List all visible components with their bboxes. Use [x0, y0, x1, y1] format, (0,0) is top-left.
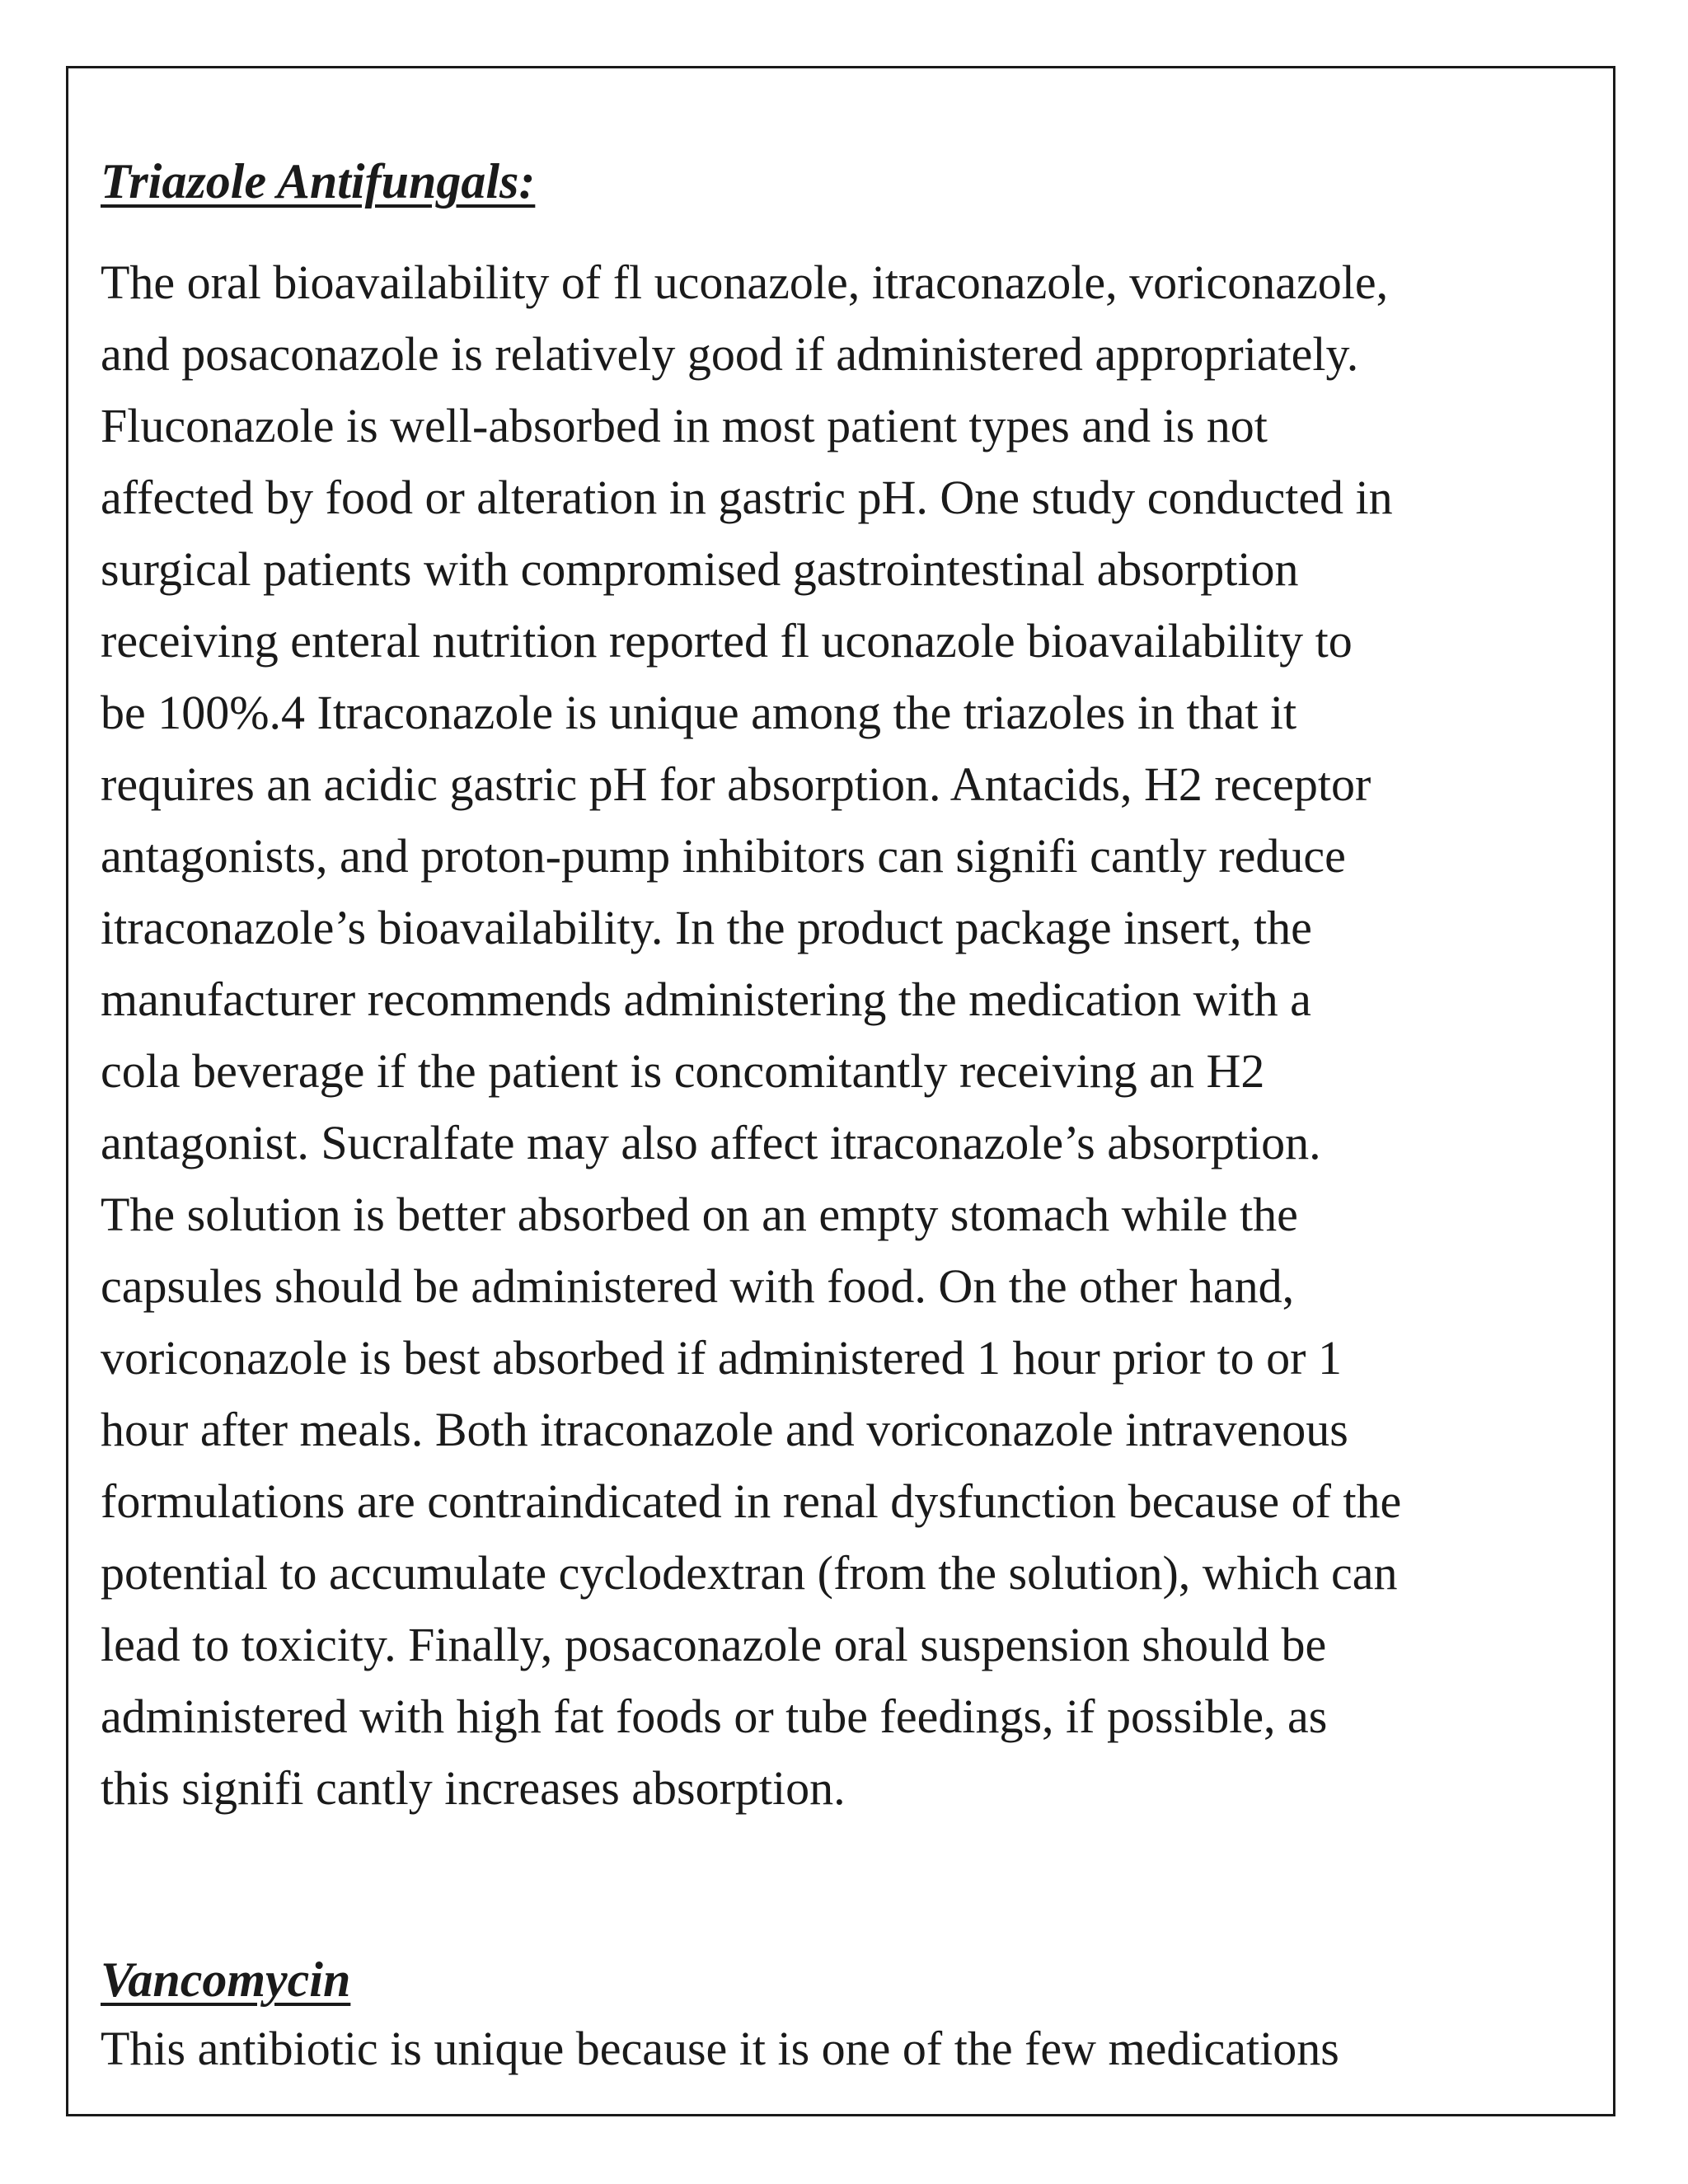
paragraph-line: The solution is better absorbed on an empty stomach while the	[101, 1188, 1298, 1241]
paragraph-line: This antibiotic is unique because it is one of the few medications	[101, 2022, 1339, 2075]
paragraph-line: potential to accumulate cyclodextran (from the solution), which can	[101, 1546, 1398, 1600]
paragraph-line: itraconazole’s bioavailability. In the product package insert, the	[101, 901, 1312, 954]
paragraph-line: receiving enteral nutrition reported fl uconazole bioavailability to	[101, 614, 1353, 668]
paragraph-line: antagonists, and proton-pump inhibitors can signifi cantly reduce	[101, 829, 1346, 883]
section-heading-triazole-antifungals: Triazole Antifungals:	[101, 154, 536, 209]
paragraph-line: Fluconazole is well-absorbed in most patient types and is not	[101, 399, 1268, 452]
paragraph-line: be 100%.4 Itraconazole is unique among the triazoles in that it	[101, 686, 1297, 739]
paragraph-line: voriconazole is best absorbed if administered 1 hour prior to or 1	[101, 1331, 1342, 1385]
paragraph-line: The oral bioavailability of fl uconazole, itraconazole, voriconazole,	[101, 255, 1389, 309]
paragraph-line: capsules should be administered with food. On the other hand,	[101, 1259, 1295, 1313]
paragraph-line: and posaconazole is relatively good if administered appropriately.	[101, 327, 1359, 381]
paragraph-line: hour after meals. Both itraconazole and voriconazole intravenous	[101, 1403, 1348, 1456]
section-heading-vancomycin: Vancomycin	[101, 1952, 351, 2007]
paragraph-line: antagonist. Sucralfate may also affect itraconazole’s absorption.	[101, 1116, 1321, 1169]
paragraph-line: this signifi cantly increases absorption.	[101, 1761, 846, 1815]
paragraph-line: requires an acidic gastric pH for absorption. Antacids, H2 receptor	[101, 757, 1372, 811]
paragraph-line: affected by food or alteration in gastric pH. One study conducted in	[101, 471, 1393, 524]
paragraph-line: formulations are contraindicated in renal dysfunction because of the	[101, 1474, 1402, 1528]
paragraph-line: surgical patients with compromised gastrointestinal absorption	[101, 542, 1299, 596]
paragraph-line: lead to toxicity. Finally, posaconazole oral suspension should be	[101, 1618, 1327, 1671]
paragraph-line: cola beverage if the patient is concomitantly receiving an H2	[101, 1044, 1265, 1098]
paragraph-line: manufacturer recommends administering the medication with a	[101, 972, 1311, 1026]
paragraph-line: administered with high fat foods or tube feedings, if possible, as	[101, 1690, 1328, 1743]
